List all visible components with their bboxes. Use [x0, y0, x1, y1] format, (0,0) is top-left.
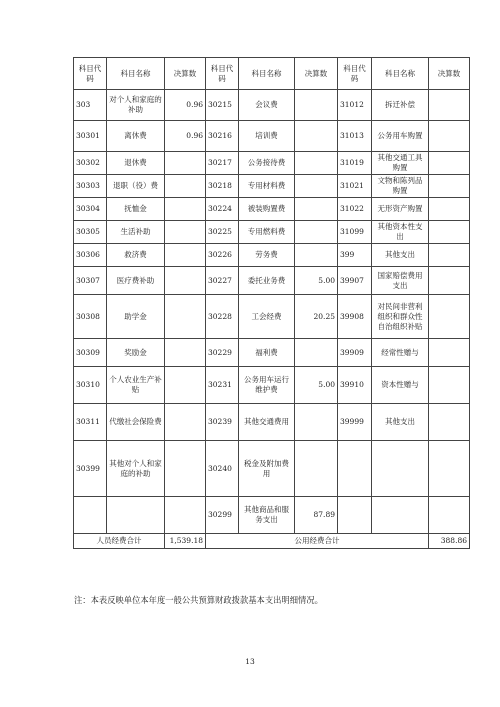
cell-code-1: 30306 — [74, 244, 107, 267]
cell-code-1: 30309 — [74, 339, 107, 367]
cell-name-3: 其他交通工具购置 — [372, 152, 429, 175]
cell-name-1: 对个人和家庭的补助 — [107, 90, 165, 121]
col-header-name-3: 科目名称 — [372, 58, 429, 90]
table-row — [74, 404, 470, 441]
cell-amount-2 — [295, 90, 338, 121]
cell-name-1: 其他对个人和家庭的补助 — [107, 441, 165, 497]
cell-code-3: 31012 — [338, 90, 372, 121]
cell-name-3: 对民间非营利组织和群众性自治组织补贴 — [372, 295, 429, 339]
cell-code-1 — [74, 497, 107, 534]
totals-row — [74, 534, 470, 549]
table-row — [74, 244, 470, 267]
cell-name-3: 拆迁补偿 — [372, 90, 429, 121]
cell-amount-2 — [295, 198, 338, 221]
cell-amount-1 — [165, 267, 206, 295]
cell-code-2: 30218 — [206, 175, 239, 198]
cell-code-3: 31019 — [338, 152, 372, 175]
cell-amount-3 — [429, 244, 470, 267]
table-row — [74, 90, 470, 121]
cell-amount-3 — [429, 441, 470, 497]
cell-amount-1 — [165, 339, 206, 367]
table-row — [74, 221, 470, 244]
page-number: 13 — [245, 657, 255, 666]
col-header-name-1: 科目名称 — [107, 58, 165, 90]
cell-name-3 — [372, 441, 429, 497]
cell-name-2: 委托业务费 — [239, 267, 295, 295]
cell-amount-3 — [429, 90, 470, 121]
cell-amount-3 — [429, 221, 470, 244]
cell-code-1: 30304 — [74, 198, 107, 221]
cell-code-2: 30227 — [206, 267, 239, 295]
cell-amount-1 — [165, 441, 206, 497]
cell-amount-2 — [295, 221, 338, 244]
cell-code-3: 39999 — [338, 404, 372, 441]
cell-amount-2 — [295, 441, 338, 497]
cell-name-2: 福利费 — [239, 339, 295, 367]
public-total-value: 388.86 — [429, 534, 470, 549]
cell-code-2: 30216 — [206, 121, 239, 152]
col-header-code-2: 科目代码 — [206, 58, 239, 90]
col-header-amount-1: 决算数 — [165, 58, 206, 90]
cell-code-1: 30303 — [74, 175, 107, 198]
cell-amount-2: 20.25 — [295, 295, 338, 339]
cell-amount-2: 5.00 — [295, 367, 338, 404]
table-row — [74, 441, 470, 497]
personnel-total-value: 1,539.18 — [165, 534, 206, 549]
cell-code-2: 30217 — [206, 152, 239, 175]
table-row — [74, 367, 470, 404]
cell-name-3: 其他支出 — [372, 404, 429, 441]
cell-amount-1: 0.96 — [165, 121, 206, 152]
col-header-amount-2: 决算数 — [295, 58, 338, 90]
cell-code-3 — [338, 441, 372, 497]
cell-amount-2 — [295, 244, 338, 267]
cell-amount-1 — [165, 198, 206, 221]
col-header-code-3: 科目代码 — [338, 58, 372, 90]
header-row — [74, 58, 470, 90]
cell-code-1: 303 — [74, 90, 107, 121]
cell-amount-1 — [165, 244, 206, 267]
cell-name-3: 其他资本性支出 — [372, 221, 429, 244]
cell-amount-3 — [429, 497, 470, 534]
cell-code-3 — [338, 497, 372, 534]
cell-name-2: 专用燃料费 — [239, 221, 295, 244]
cell-amount-1 — [165, 404, 206, 441]
cell-name-1: 退休费 — [107, 152, 165, 175]
cell-name-3: 公务用车购置 — [372, 121, 429, 152]
cell-amount-1 — [165, 175, 206, 198]
table-body — [74, 90, 470, 534]
cell-name-3: 文物和陈列品购置 — [372, 175, 429, 198]
cell-name-2: 劳务费 — [239, 244, 295, 267]
cell-code-2: 30228 — [206, 295, 239, 339]
table-footnote: 注：本表反映单位本年度一般公共预算财政拨款基本支出明细情况。 — [74, 595, 323, 605]
cell-name-2: 税金及附加费用 — [239, 441, 295, 497]
table-row — [74, 175, 470, 198]
cell-name-3: 其他支出 — [372, 244, 429, 267]
cell-name-2: 公务用车运行维护费 — [239, 367, 295, 404]
cell-code-3: 31013 — [338, 121, 372, 152]
cell-amount-2: 5.00 — [295, 267, 338, 295]
cell-code-1: 30308 — [74, 295, 107, 339]
personnel-total-label: 人员经费合计 — [74, 534, 165, 549]
cell-code-2: 30240 — [206, 441, 239, 497]
cell-amount-2 — [295, 404, 338, 441]
cell-name-1: 离休费 — [107, 121, 165, 152]
cell-name-2: 工会经费 — [239, 295, 295, 339]
cell-name-1: 救济费 — [107, 244, 165, 267]
cell-code-1: 30302 — [74, 152, 107, 175]
cell-code-2: 30239 — [206, 404, 239, 441]
cell-amount-3 — [429, 267, 470, 295]
cell-name-1: 奖励金 — [107, 339, 165, 367]
cell-amount-3 — [429, 175, 470, 198]
cell-code-1: 30307 — [74, 267, 107, 295]
cell-code-1: 30310 — [74, 367, 107, 404]
col-header-amount-3: 决算数 — [429, 58, 470, 90]
cell-name-1: 抚恤金 — [107, 198, 165, 221]
cell-amount-1 — [165, 221, 206, 244]
cell-amount-2 — [295, 152, 338, 175]
cell-code-3: 31099 — [338, 221, 372, 244]
col-header-code-1: 科目代码 — [74, 58, 107, 90]
cell-code-2: 30229 — [206, 339, 239, 367]
cell-code-2: 30226 — [206, 244, 239, 267]
cell-code-3: 39907 — [338, 267, 372, 295]
cell-amount-1 — [165, 295, 206, 339]
cell-name-3: 国家赔偿费用支出 — [372, 267, 429, 295]
cell-name-2: 被装购置费 — [239, 198, 295, 221]
cell-name-1: 个人农业生产补贴 — [107, 367, 165, 404]
cell-amount-2 — [295, 339, 338, 367]
cell-amount-3 — [429, 367, 470, 404]
table-row — [74, 267, 470, 295]
cell-name-2: 其他商品和服务支出 — [239, 497, 295, 534]
table-row — [74, 295, 470, 339]
public-total-label: 公用经费合计 — [206, 534, 429, 549]
cell-code-3: 399 — [338, 244, 372, 267]
cell-code-1: 30301 — [74, 121, 107, 152]
cell-name-1 — [107, 497, 165, 534]
cell-name-1: 助学金 — [107, 295, 165, 339]
cell-code-2: 30231 — [206, 367, 239, 404]
cell-name-3: 资本性赠与 — [372, 367, 429, 404]
cell-amount-1 — [165, 497, 206, 534]
cell-amount-3 — [429, 295, 470, 339]
cell-code-3: 31022 — [338, 198, 372, 221]
col-header-name-2: 科目名称 — [239, 58, 295, 90]
cell-amount-3 — [429, 404, 470, 441]
cell-name-2: 其他交通费用 — [239, 404, 295, 441]
cell-name-3 — [372, 497, 429, 534]
cell-code-3: 39909 — [338, 339, 372, 367]
cell-code-3: 31021 — [338, 175, 372, 198]
cell-code-2: 30215 — [206, 90, 239, 121]
cell-name-2: 专用材料费 — [239, 175, 295, 198]
cell-name-2: 公务接待费 — [239, 152, 295, 175]
cell-amount-3 — [429, 152, 470, 175]
cell-code-1: 30311 — [74, 404, 107, 441]
cell-amount-3 — [429, 198, 470, 221]
cell-name-3: 无形资产购置 — [372, 198, 429, 221]
cell-code-2: 30225 — [206, 221, 239, 244]
cell-amount-3 — [429, 121, 470, 152]
table-row — [74, 121, 470, 152]
cell-amount-2: 87.89 — [295, 497, 338, 534]
table-row — [74, 497, 470, 534]
cell-name-2: 会议费 — [239, 90, 295, 121]
cell-name-1: 医疗费补助 — [107, 267, 165, 295]
cell-name-3: 经常性赠与 — [372, 339, 429, 367]
cell-amount-1 — [165, 152, 206, 175]
cell-code-2: 30299 — [206, 497, 239, 534]
cell-name-1: 生活补助 — [107, 221, 165, 244]
table-row — [74, 198, 470, 221]
cell-code-2: 30224 — [206, 198, 239, 221]
cell-name-1: 代缴社会保险费 — [107, 404, 165, 441]
cell-code-1: 30399 — [74, 441, 107, 497]
cell-amount-1: 0.96 — [165, 90, 206, 121]
cell-amount-2 — [295, 175, 338, 198]
table-row — [74, 339, 470, 367]
cell-amount-1 — [165, 367, 206, 404]
cell-code-1: 30305 — [74, 221, 107, 244]
cell-amount-3 — [429, 339, 470, 367]
cell-code-3: 39910 — [338, 367, 372, 404]
cell-code-3: 39908 — [338, 295, 372, 339]
cell-name-2: 培训费 — [239, 121, 295, 152]
expenditure-detail-table — [73, 57, 470, 549]
cell-amount-2 — [295, 121, 338, 152]
cell-name-1: 退职（役）费 — [107, 175, 165, 198]
table-row — [74, 152, 470, 175]
